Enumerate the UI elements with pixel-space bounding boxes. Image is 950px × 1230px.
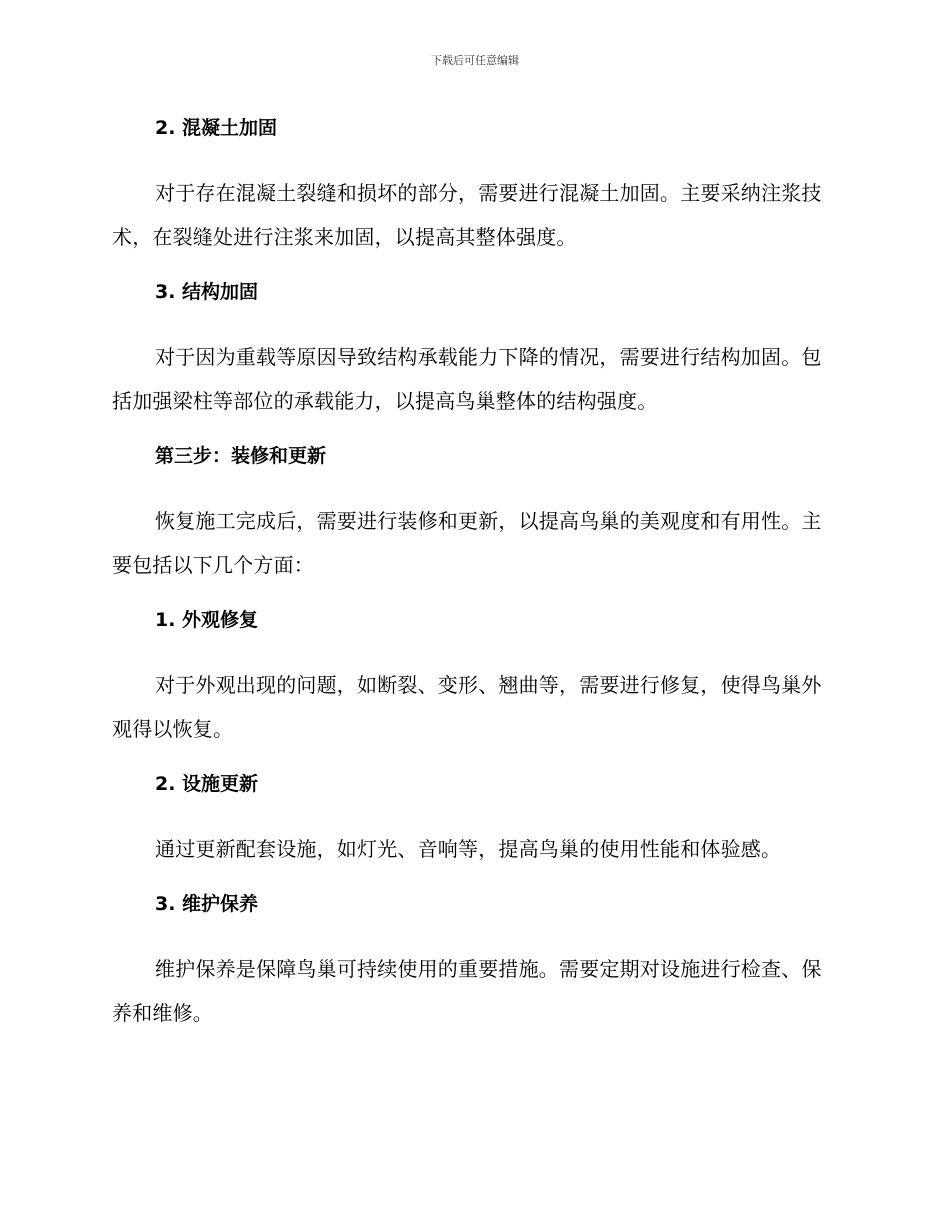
section-heading-exterior-repair: 1. 外观修复 <box>155 609 259 631</box>
document-body <box>112 112 838 1052</box>
paragraph-concrete-reinforcement: 对于存在混凝土裂缝和损坏的部分，需要进行混凝土加固。主要采纳注浆技术，在裂缝处进行注浆来加固，以提高其整体强度。 <box>112 181 822 249</box>
section-heading-maintenance: 3. 维护保养 <box>155 893 259 915</box>
paragraph-facility-update: 通过更新配套设施，如灯光、音响等，提高鸟巢的使用性能和体验感。 <box>155 837 782 861</box>
page-header: 下载后可任意编辑 <box>431 54 519 67</box>
paragraph-structural-reinforcement: 对于因为重载等原因导致结构承载能力下降的情况，需要进行结构加固。包括加强梁柱等部位的承载能力，以提高鸟巢整体的结构强度。 <box>112 345 822 413</box>
paragraph-step-three: 恢复施工完成后，需要进行装修和更新，以提高鸟巢的美观度和有用性。主要包括以下几个方面： <box>112 509 822 577</box>
section-heading-step-three: 第三步：装修和更新 <box>155 445 327 467</box>
paragraph-exterior-repair: 对于外观出现的问题，如断裂、变形、翘曲等，需要进行修复，使得鸟巢外观得以恢复。 <box>112 673 822 741</box>
section-heading-structural-reinforcement: 3. 结构加固 <box>155 281 259 303</box>
section-heading-facility-update: 2. 设施更新 <box>155 773 259 795</box>
paragraph-maintenance: 维护保养是保障鸟巢可持续使用的重要措施。需要定期对设施进行检查、保养和维修。 <box>112 957 822 1025</box>
section-heading-concrete-reinforcement: 2. 混凝土加固 <box>155 117 278 139</box>
